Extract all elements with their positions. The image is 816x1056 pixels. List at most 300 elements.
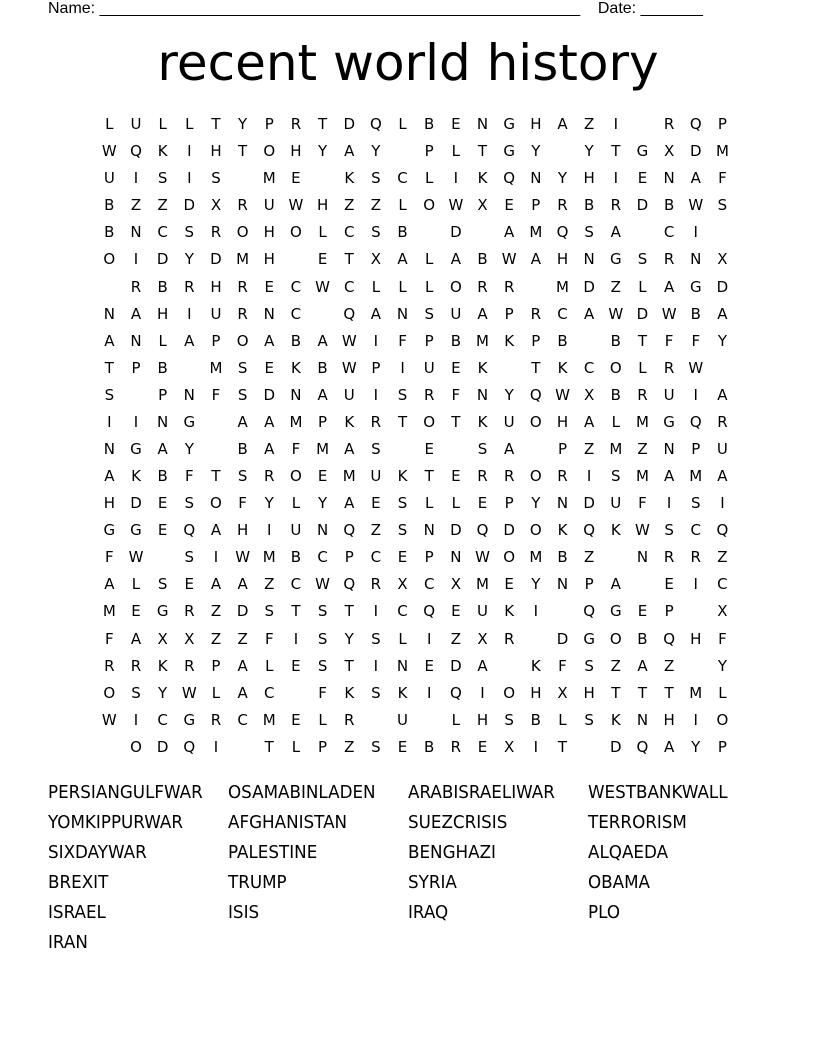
grid-cell[interactable]: A	[477, 304, 488, 323]
grid-cell[interactable]	[709, 355, 736, 382]
grid-cell[interactable]: A	[237, 656, 248, 675]
grid-cell[interactable]: I	[720, 494, 725, 513]
grid-cell[interactable]: R	[423, 385, 435, 404]
grid-cell[interactable]: B	[450, 331, 461, 350]
grid-cell[interactable]: U	[130, 115, 142, 134]
grid-cell[interactable]: L	[291, 737, 301, 756]
grid-cell[interactable]: R	[557, 467, 568, 486]
grid-cell[interactable]: B	[637, 629, 648, 648]
grid-cell[interactable]: U	[397, 710, 409, 729]
grid-cell[interactable]: Y	[238, 115, 248, 134]
grid-cell[interactable]: W	[341, 331, 357, 350]
grid-cell[interactable]: W	[501, 250, 517, 269]
grid-cell[interactable]: B	[424, 737, 435, 756]
grid-cell[interactable]: N	[476, 115, 489, 134]
grid-cell[interactable]: M	[529, 548, 543, 567]
grid-cell[interactable]: Z	[157, 196, 168, 215]
grid-cell[interactable]: M	[529, 223, 543, 242]
grid-cell[interactable]: T	[211, 467, 221, 486]
grid-cell[interactable]: R	[237, 277, 248, 296]
grid-cell[interactable]: A	[584, 304, 595, 323]
grid-cell[interactable]: S	[157, 575, 168, 594]
grid-cell[interactable]: L	[398, 629, 407, 648]
grid-cell[interactable]: D	[583, 277, 595, 296]
grid-cell[interactable]: A	[477, 656, 488, 675]
grid-cell[interactable]	[549, 138, 576, 165]
grid-cell[interactable]: M	[715, 142, 729, 161]
grid-cell[interactable]: E	[397, 737, 408, 756]
grid-cell[interactable]: N	[636, 548, 649, 567]
grid-cell[interactable]	[363, 707, 390, 734]
grid-cell[interactable]: A	[344, 494, 355, 513]
grid-cell[interactable]: B	[104, 196, 115, 215]
grid-cell[interactable]	[682, 653, 709, 680]
grid-cell[interactable]: Q	[183, 737, 196, 756]
grid-cell[interactable]: D	[716, 277, 729, 296]
grid-cell[interactable]: C	[557, 304, 568, 323]
grid-cell[interactable]: Q	[503, 169, 516, 188]
grid-cell[interactable]: W	[128, 548, 144, 567]
grid-cell[interactable]: P	[664, 602, 674, 621]
grid-cell[interactable]: U	[477, 602, 488, 621]
grid-cell[interactable]: L	[611, 412, 620, 431]
grid-cell[interactable]: O	[609, 629, 622, 648]
grid-cell[interactable]: R	[210, 710, 222, 729]
grid-cell[interactable]: B	[317, 358, 328, 377]
grid-cell[interactable]: G	[183, 412, 196, 431]
grid-cell[interactable]: H	[690, 629, 702, 648]
grid-cell[interactable]	[389, 138, 416, 165]
grid-cell[interactable]: I	[373, 602, 379, 621]
grid-cell[interactable]: L	[398, 196, 407, 215]
grid-cell[interactable]: R	[290, 115, 302, 134]
grid-cell[interactable]: L	[131, 575, 141, 594]
grid-cell[interactable]: O	[529, 521, 542, 540]
grid-cell[interactable]: Y	[531, 575, 541, 594]
grid-cell[interactable]: R	[344, 710, 355, 729]
grid-cell[interactable]: T	[557, 737, 568, 756]
grid-cell[interactable]: Z	[584, 115, 595, 134]
grid-cell[interactable]: R	[184, 656, 195, 675]
grid-cell[interactable]: A	[344, 439, 355, 458]
grid-cell[interactable]: Q	[529, 385, 542, 404]
grid-cell[interactable]: C	[343, 223, 355, 242]
grid-cell[interactable]: R	[610, 196, 622, 215]
grid-cell[interactable]: G	[183, 710, 196, 729]
grid-cell[interactable]	[443, 436, 470, 463]
grid-cell[interactable]: T	[611, 142, 621, 161]
grid-cell[interactable]: R	[210, 223, 222, 242]
grid-cell[interactable]: H	[103, 494, 115, 513]
grid-cell[interactable]: P	[344, 548, 354, 567]
grid-cell[interactable]: N	[450, 548, 462, 567]
grid-cell[interactable]: Q	[556, 223, 569, 242]
grid-cell[interactable]: I	[586, 467, 592, 486]
grid-cell[interactable]	[496, 653, 523, 680]
grid-cell[interactable]: S	[371, 169, 381, 188]
grid-cell[interactable]: G	[130, 521, 142, 540]
grid-cell[interactable]: A	[610, 223, 621, 242]
grid-cell[interactable]: I	[426, 683, 432, 702]
grid-cell[interactable]: B	[157, 467, 168, 486]
grid-cell[interactable]: L	[291, 494, 301, 513]
grid-cell[interactable]: N	[130, 331, 142, 350]
grid-cell[interactable]: X	[397, 575, 408, 594]
grid-cell[interactable]: P	[424, 142, 434, 161]
grid-cell[interactable]: U	[503, 412, 515, 431]
grid-cell[interactable]: W	[475, 548, 490, 567]
grid-cell[interactable]: R	[264, 467, 275, 486]
grid-cell[interactable]: A	[130, 629, 142, 648]
grid-cell[interactable]: S	[637, 250, 648, 269]
grid-cell[interactable]: Z	[637, 439, 648, 458]
grid-cell[interactable]: U	[423, 358, 435, 377]
grid-cell[interactable]: E	[291, 656, 301, 675]
grid-cell[interactable]: E	[504, 196, 514, 215]
grid-cell[interactable]: A	[397, 250, 408, 269]
grid-cell[interactable]: N	[583, 250, 595, 269]
grid-cell[interactable]: P	[531, 196, 541, 215]
grid-cell[interactable]: I	[293, 629, 299, 648]
grid-cell[interactable]: M	[689, 683, 703, 702]
grid-cell[interactable]: A	[210, 521, 222, 540]
grid-cell[interactable]: K	[557, 358, 568, 377]
grid-cell[interactable]: A	[264, 331, 275, 350]
grid-cell[interactable]: L	[158, 331, 167, 350]
grid-cell[interactable]: E	[371, 494, 381, 513]
grid-cell[interactable]: C	[237, 710, 248, 729]
grid-cell[interactable]: K	[397, 467, 408, 486]
grid-cell[interactable]: A	[370, 304, 382, 323]
grid-cell[interactable]: Z	[584, 439, 595, 458]
grid-cell[interactable]: I	[133, 710, 139, 729]
grid-cell[interactable]: L	[451, 710, 461, 729]
grid-cell[interactable]	[229, 734, 256, 761]
grid-cell[interactable]: A	[717, 385, 728, 404]
grid-cell[interactable]	[176, 355, 203, 382]
grid-cell[interactable]: A	[504, 223, 515, 242]
grid-cell[interactable]	[123, 382, 150, 409]
grid-cell[interactable]: F	[238, 494, 247, 513]
grid-cell[interactable]: X	[557, 683, 568, 702]
grid-cell[interactable]: U	[290, 521, 302, 540]
grid-cell[interactable]: M	[556, 277, 569, 296]
grid-cell[interactable]: L	[425, 169, 434, 188]
grid-cell[interactable]: R	[130, 656, 142, 675]
grid-cell[interactable]: O	[263, 142, 276, 161]
grid-cell[interactable]: G	[103, 521, 116, 540]
grid-cell[interactable]: W	[101, 710, 117, 729]
grid-cell[interactable]: Z	[663, 656, 675, 675]
grid-cell[interactable]: D	[583, 494, 595, 513]
grid-cell[interactable]: F	[691, 331, 701, 350]
grid-cell[interactable]: P	[691, 439, 701, 458]
grid-cell[interactable]: H	[263, 250, 275, 269]
grid-cell[interactable]: U	[716, 439, 728, 458]
grid-cell[interactable]: O	[103, 250, 116, 269]
grid-cell[interactable]: E	[451, 467, 461, 486]
grid-cell[interactable]: I	[613, 115, 619, 134]
grid-cell[interactable]: U	[103, 169, 115, 188]
grid-cell[interactable]: L	[185, 115, 194, 134]
grid-cell[interactable]: C	[690, 521, 701, 540]
grid-cell[interactable]: T	[104, 358, 114, 377]
grid-cell[interactable]: P	[131, 358, 141, 377]
grid-cell[interactable]: W	[608, 304, 624, 323]
grid-cell[interactable]: Y	[584, 142, 594, 161]
grid-cell[interactable]: W	[315, 277, 330, 296]
grid-cell[interactable]: U	[263, 196, 275, 215]
grid-cell[interactable]: E	[397, 548, 408, 567]
date-blank[interactable]: _______	[640, 0, 703, 17]
grid-cell[interactable]: F	[211, 385, 221, 404]
grid-cell[interactable]: K	[344, 169, 355, 188]
grid-cell[interactable]: M	[476, 331, 489, 350]
grid-cell[interactable]: F	[638, 494, 647, 513]
grid-cell[interactable]: S	[371, 629, 381, 648]
grid-cell[interactable]: S	[584, 710, 594, 729]
grid-cell[interactable]: I	[187, 304, 192, 323]
grid-cell[interactable]: L	[265, 656, 274, 675]
grid-cell[interactable]: P	[531, 331, 541, 350]
grid-cell[interactable]: C	[157, 710, 168, 729]
grid-cell[interactable]	[309, 301, 336, 328]
grid-cell[interactable]: Z	[717, 548, 728, 567]
grid-cell[interactable]: H	[583, 683, 595, 702]
grid-cell[interactable]: Z	[450, 629, 461, 648]
grid-cell[interactable]: Y	[531, 142, 541, 161]
grid-cell[interactable]: A	[237, 412, 248, 431]
grid-cell[interactable]: Q	[130, 142, 142, 161]
grid-cell[interactable]: Z	[210, 629, 222, 648]
grid-cell[interactable]: X	[370, 250, 382, 269]
grid-cell[interactable]: K	[157, 656, 168, 675]
grid-cell[interactable]	[149, 544, 176, 571]
grid-cell[interactable]: S	[397, 494, 408, 513]
grid-cell[interactable]: O	[529, 412, 542, 431]
grid-cell[interactable]: R	[637, 385, 648, 404]
grid-cell[interactable]: H	[530, 683, 542, 702]
grid-cell[interactable]: W	[448, 196, 464, 215]
grid-cell[interactable]: A	[637, 656, 648, 675]
grid-cell[interactable]: T	[264, 737, 274, 756]
grid-cell[interactable]	[203, 409, 230, 436]
grid-cell[interactable]: W	[341, 358, 357, 377]
grid-cell[interactable]: M	[342, 467, 356, 486]
grid-cell[interactable]: A	[504, 439, 515, 458]
grid-cell[interactable]	[629, 219, 656, 246]
grid-cell[interactable]: R	[450, 737, 462, 756]
grid-cell[interactable]: I	[453, 169, 459, 188]
grid-cell[interactable]: Q	[343, 521, 356, 540]
grid-cell[interactable]: T	[238, 142, 248, 161]
grid-cell[interactable]: O	[210, 494, 222, 513]
grid-cell[interactable]: D	[263, 385, 276, 404]
grid-cell[interactable]: A	[130, 304, 142, 323]
grid-cell[interactable]: I	[133, 250, 139, 269]
grid-cell[interactable]: E	[451, 602, 461, 621]
grid-cell[interactable]: G	[503, 142, 515, 161]
grid-cell[interactable]: A	[663, 277, 675, 296]
grid-cell[interactable]: D	[450, 521, 462, 540]
grid-cell[interactable]: N	[290, 385, 302, 404]
grid-cell[interactable]: G	[689, 277, 702, 296]
grid-cell[interactable]: A	[237, 575, 248, 594]
grid-cell[interactable]: N	[663, 169, 675, 188]
grid-cell[interactable]: E	[131, 602, 141, 621]
grid-cell[interactable]: H	[263, 223, 275, 242]
grid-cell[interactable]: M	[476, 575, 489, 594]
grid-cell[interactable]: S	[397, 385, 408, 404]
grid-cell[interactable]: E	[184, 575, 195, 594]
grid-cell[interactable]: R	[130, 277, 142, 296]
grid-cell[interactable]: N	[103, 304, 115, 323]
grid-cell[interactable]	[709, 219, 736, 246]
grid-cell[interactable]: L	[398, 115, 407, 134]
grid-cell[interactable]: S	[371, 439, 381, 458]
grid-cell[interactable]: S	[371, 683, 381, 702]
grid-cell[interactable]: A	[237, 683, 248, 702]
grid-cell[interactable]: K	[131, 467, 141, 486]
grid-cell[interactable]: S	[184, 223, 195, 242]
grid-cell[interactable]: S	[584, 223, 594, 242]
grid-cell[interactable]: U	[610, 494, 622, 513]
grid-cell[interactable]: H	[476, 710, 489, 729]
grid-cell[interactable]: H	[316, 196, 329, 215]
grid-cell[interactable]: L	[211, 683, 221, 702]
grid-cell[interactable]: F	[105, 548, 114, 567]
grid-cell[interactable]: E	[424, 439, 434, 458]
grid-cell[interactable]: C	[397, 602, 408, 621]
grid-cell[interactable]: F	[318, 683, 327, 702]
grid-cell[interactable]: Z	[370, 196, 382, 215]
grid-cell[interactable]: W	[315, 575, 330, 594]
grid-cell[interactable]: Q	[343, 575, 356, 594]
grid-cell[interactable]: I	[480, 683, 485, 702]
grid-cell[interactable]	[309, 165, 336, 192]
grid-cell[interactable]: S	[184, 494, 195, 513]
grid-cell[interactable]	[203, 436, 230, 463]
grid-cell[interactable]: Q	[689, 412, 702, 431]
grid-cell[interactable]: D	[503, 521, 515, 540]
grid-cell[interactable]	[682, 598, 709, 625]
grid-cell[interactable]: X	[584, 385, 595, 404]
grid-cell[interactable]: X	[184, 629, 195, 648]
grid-cell[interactable]: X	[450, 575, 461, 594]
grid-cell[interactable]: L	[318, 710, 327, 729]
grid-cell[interactable]: D	[450, 223, 462, 242]
grid-cell[interactable]: A	[104, 331, 115, 350]
grid-cell[interactable]: P	[264, 115, 274, 134]
grid-cell[interactable]: W	[235, 548, 251, 567]
grid-cell[interactable]: N	[423, 521, 435, 540]
grid-cell[interactable]: X	[157, 629, 168, 648]
grid-cell[interactable]	[523, 436, 550, 463]
grid-cell[interactable]: R	[717, 412, 728, 431]
grid-cell[interactable]: E	[664, 575, 674, 594]
grid-cell[interactable]: Z	[210, 602, 222, 621]
grid-cell[interactable]: I	[133, 169, 139, 188]
grid-cell[interactable]: Y	[531, 494, 541, 513]
grid-cell[interactable]: F	[105, 629, 114, 648]
grid-cell[interactable]: W	[288, 196, 304, 215]
grid-cell[interactable]: Q	[636, 737, 649, 756]
grid-cell[interactable]: Y	[158, 683, 168, 702]
grid-cell[interactable]: S	[371, 737, 381, 756]
grid-cell[interactable]: Q	[689, 115, 702, 134]
grid-cell[interactable]: X	[210, 196, 222, 215]
grid-cell[interactable]: K	[477, 169, 488, 188]
grid-cell[interactable]: C	[397, 169, 408, 188]
grid-cell[interactable]: K	[344, 412, 355, 431]
grid-cell[interactable]: A	[690, 169, 701, 188]
grid-cell[interactable]	[389, 436, 416, 463]
grid-cell[interactable]	[416, 707, 443, 734]
grid-cell[interactable]: I	[373, 331, 379, 350]
grid-cell[interactable]: L	[318, 223, 327, 242]
grid-cell[interactable]: M	[262, 548, 276, 567]
grid-cell[interactable]: H	[210, 142, 222, 161]
grid-cell[interactable]: R	[663, 548, 675, 567]
grid-cell[interactable]: R	[237, 304, 248, 323]
grid-cell[interactable]: Z	[610, 277, 621, 296]
grid-cell[interactable]: C	[290, 304, 302, 323]
grid-cell[interactable]: I	[533, 737, 539, 756]
grid-cell[interactable]: Q	[583, 521, 596, 540]
grid-cell[interactable]: Y	[184, 439, 194, 458]
grid-cell[interactable]	[229, 165, 256, 192]
grid-cell[interactable]: L	[451, 142, 461, 161]
grid-cell[interactable]: B	[557, 548, 568, 567]
grid-cell[interactable]: O	[423, 412, 436, 431]
grid-cell[interactable]: Y	[504, 385, 514, 404]
grid-cell[interactable]: S	[184, 548, 195, 567]
grid-cell[interactable]: M	[262, 710, 276, 729]
grid-cell[interactable]: A	[717, 467, 728, 486]
grid-cell[interactable]: G	[583, 629, 595, 648]
grid-cell[interactable]: C	[717, 575, 728, 594]
grid-cell[interactable]: Q	[449, 683, 462, 702]
grid-cell[interactable]: Z	[584, 548, 595, 567]
grid-cell[interactable]: N	[530, 169, 542, 188]
grid-cell[interactable]: P	[557, 439, 567, 458]
grid-cell[interactable]: R	[690, 548, 701, 567]
grid-cell[interactable]: E	[317, 250, 328, 269]
grid-cell[interactable]: R	[184, 277, 195, 296]
grid-cell[interactable]: I	[267, 521, 272, 540]
grid-cell[interactable]: N	[556, 494, 569, 513]
grid-cell[interactable]: S	[104, 385, 115, 404]
grid-cell[interactable]: T	[344, 656, 354, 675]
grid-cell[interactable]: U	[450, 304, 462, 323]
grid-cell[interactable]	[283, 246, 310, 273]
grid-cell[interactable]: W	[688, 196, 704, 215]
grid-cell[interactable]: N	[316, 521, 329, 540]
grid-cell[interactable]: O	[503, 683, 516, 702]
grid-cell[interactable]: N	[690, 250, 702, 269]
grid-cell[interactable]: P	[424, 548, 434, 567]
grid-cell[interactable]: E	[424, 656, 434, 675]
grid-cell[interactable]: A	[557, 115, 568, 134]
grid-cell[interactable]: N	[556, 575, 569, 594]
grid-cell[interactable]: A	[264, 412, 275, 431]
grid-cell[interactable]: H	[290, 142, 302, 161]
grid-cell[interactable]: M	[635, 412, 649, 431]
grid-cell[interactable]: H	[556, 412, 569, 431]
grid-cell[interactable]: S	[397, 521, 408, 540]
grid-cell[interactable]: S	[504, 710, 514, 729]
grid-cell[interactable]: T	[611, 683, 621, 702]
